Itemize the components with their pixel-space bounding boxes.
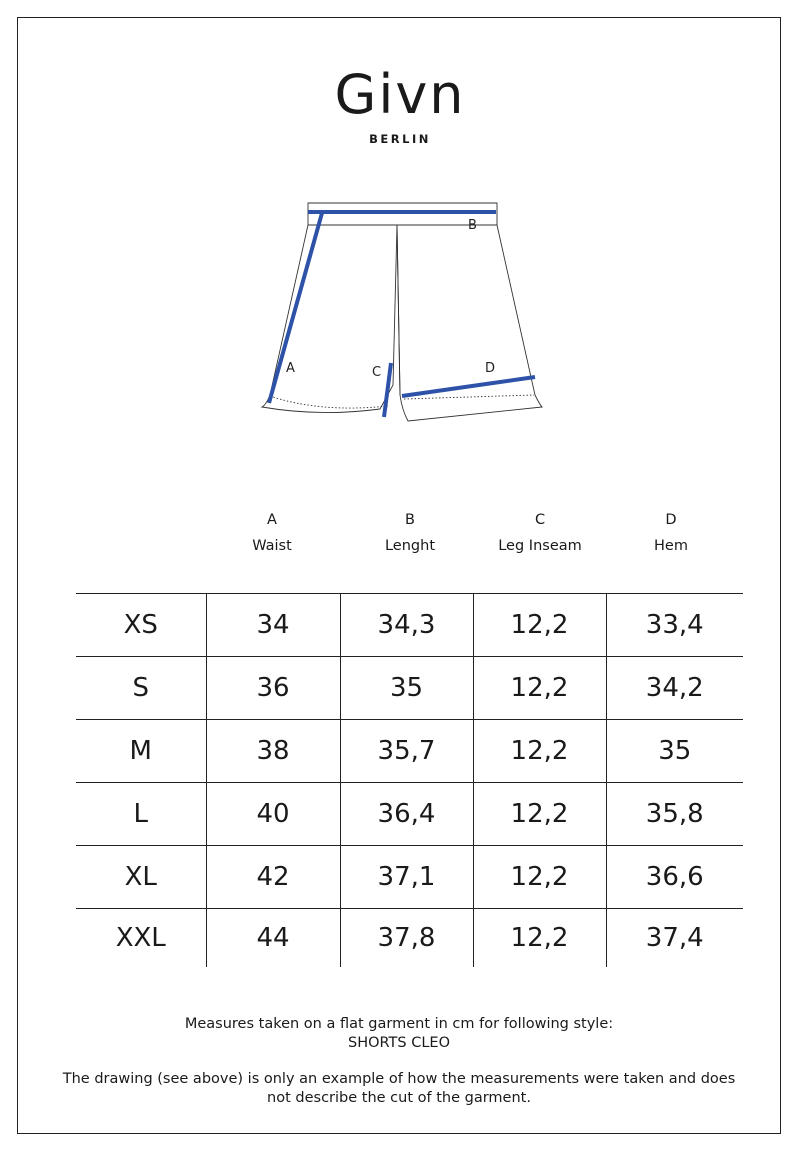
value-c: 12,2 (473, 783, 606, 846)
label-a: A (286, 361, 295, 376)
value-d: 36,6 (606, 846, 743, 909)
column-d-letter: D (665, 512, 677, 528)
value-a: 36 (206, 657, 340, 720)
label-c: C (372, 365, 382, 380)
size-label: L (76, 783, 206, 846)
column-c-letter: C (534, 512, 546, 528)
style-name: SHORTS CLEO (348, 1035, 450, 1051)
value-b: 34,3 (340, 594, 473, 657)
value-d: 34,2 (606, 657, 743, 720)
size-label: M (76, 720, 206, 783)
value-b: 35,7 (340, 720, 473, 783)
value-d: 37,4 (606, 909, 743, 968)
label-b: B (468, 218, 477, 233)
table-row (76, 909, 743, 968)
size-label: XL (76, 846, 206, 909)
column-c-name: Leg Inseam (498, 538, 582, 554)
value-d: 35,8 (606, 783, 743, 846)
column-b-name: Lenght (384, 538, 435, 554)
note-line: Measures taken on a flat garment in cm for following style: (184, 1016, 614, 1032)
column-a-name: Waist (252, 538, 292, 554)
value-c: 12,2 (473, 594, 606, 657)
value-b: 37,1 (340, 846, 473, 909)
value-c: 12,2 (473, 909, 606, 968)
size-label: S (76, 657, 206, 720)
value-c: 12,2 (473, 846, 606, 909)
size-table (76, 593, 743, 967)
value-a: 42 (206, 846, 340, 909)
value-a: 40 (206, 783, 340, 846)
column-a-letter: A (267, 512, 277, 528)
measure-line-a (269, 213, 322, 403)
left-leg-outline (262, 225, 397, 413)
measure-line-d (402, 377, 535, 396)
value-a: 38 (206, 720, 340, 783)
table-row (76, 720, 743, 783)
column-d-name: Hem (654, 538, 688, 554)
value-c: 12,2 (473, 720, 606, 783)
disclaimer-line-2: not describe the cut of the garment. (267, 1090, 531, 1106)
value-b: 35 (340, 657, 473, 720)
value-a: 44 (206, 909, 340, 968)
column-b-letter: B (405, 512, 415, 528)
size-label: XXL (76, 909, 206, 968)
value-b: 37,8 (340, 909, 473, 968)
value-c: 12,2 (473, 657, 606, 720)
measurement-note (17, 1015, 781, 1053)
disclaimer-line-1: The drawing (see above) is only an example of how the measurements were taken and does (62, 1071, 736, 1087)
left-hem-stitch (270, 396, 388, 408)
shorts-drawing (250, 195, 550, 430)
value-a: 34 (206, 594, 340, 657)
value-d: 35 (606, 720, 743, 783)
table-row (76, 783, 743, 846)
table-row (76, 657, 743, 720)
brand-subtitle: BERLIN (369, 132, 431, 146)
brand-logo: Givn (334, 63, 466, 126)
label-d: D (485, 361, 496, 376)
right-hem-stitch (404, 395, 534, 399)
value-b: 36,4 (340, 783, 473, 846)
value-d: 33,4 (606, 594, 743, 657)
table-row (76, 846, 743, 909)
size-label: XS (76, 594, 206, 657)
center-seam (397, 225, 400, 395)
disclaimer (17, 1070, 781, 1108)
table-row (76, 594, 743, 657)
